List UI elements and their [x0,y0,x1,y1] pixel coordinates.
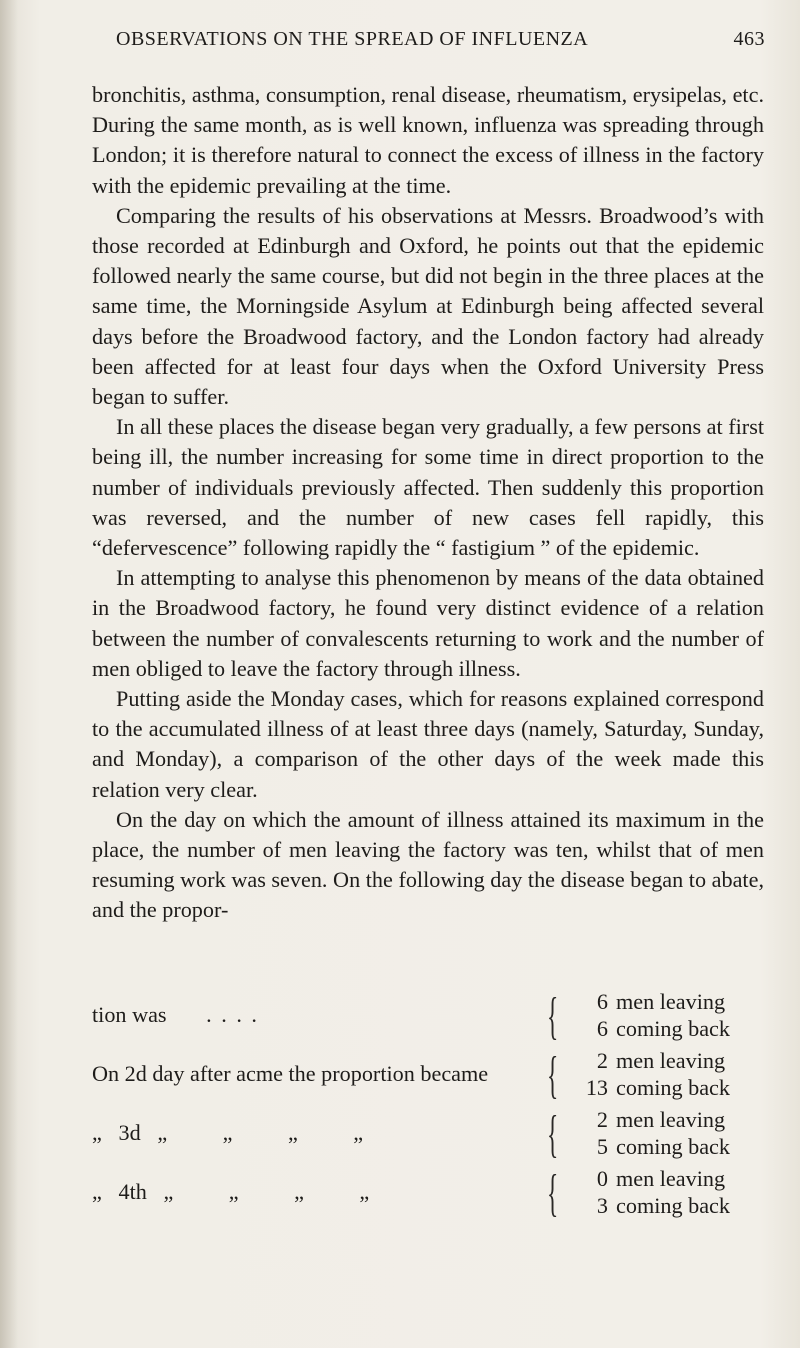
row-label: „ 4th „ „ „ „ [92,1179,370,1204]
leader-dots: . . . . [206,1002,259,1027]
leaving-text: men leaving [616,989,726,1014]
proportion-row [92,1165,772,1224]
proportion-table [92,988,772,1224]
row-label-text: tion was [92,1002,167,1027]
running-title: OBSERVATIONS ON THE SPREAD OF INFLUENZA [116,28,589,50]
paragraph: In all these places the disease began very gradually, a few persons at first being ill, the number increasing for some time in direct proportion to the number of individuals previously affected. Then suddenly this proportion was reversed, and the number of new cases fell rapidly, this “defervescence” following rapidly the “ fastigium ” of the epidemic. [92,414,764,561]
row-values [578,988,730,1042]
paragraph: bronchitis, asthma, consumption, renal disease, rheumatism, erysipelas, etc. During the same month, as is well known, influenza was spreading through London; it is therefore natural to connect the excess of illness in the factory with the epidemic prevailing at the time. [92,82,764,198]
row-values [578,1047,730,1101]
binding-shadow [0,0,18,1348]
paragraph: Comparing the results of his observations at Messrs. Broadwood’s with those recorded at Edinburgh and Oxford, he points out that the epidemic followed nearly the same course, but did not begin in the three places at the same time, the Morningside Asylum at Edinburgh being affected several days before the Broadwood factory, and the London factory had already been affected for at least four days when the Oxford University Press began to suffer. [92,202,764,410]
row-label: On 2d day after acme the proportion became [92,1061,489,1086]
running-header [92,28,765,58]
back-count: 5 [596,1134,608,1159]
proportion-row [92,988,772,1047]
row-values [578,1106,730,1160]
leaving-text: men leaving [616,1048,726,1073]
leaving-count: 2 [596,1107,608,1132]
row-values [578,1165,730,1219]
leaving-text: men leaving [616,1166,726,1191]
brace-icon: { [547,1106,559,1163]
back-text: coming back [616,1193,730,1218]
back-count: 13 [585,1075,608,1100]
back-text: coming back [616,1075,730,1100]
leaving-count: 6 [596,989,608,1014]
paragraph: On the day on which the amount of illness attained its maximum in the place, the number of men leaving the factory was ten, whilst that of men resuming work was seven. On the following day the disease began to abate, and the propor- [92,806,764,923]
row-label: „ 3d „ „ „ „ [92,1120,364,1145]
page-number: 463 [733,28,765,50]
brace-icon: { [547,988,559,1045]
back-count: 3 [596,1193,608,1218]
leaving-text: men leaving [616,1107,726,1132]
paragraph: In attempting to analyse this phenomenon by means of the data obtained in the Broadwood factory, he found very distinct evidence of a relation between the number of convalescents returning to work and the number of men obliged to leave the factory through illness. [92,565,764,681]
leaving-count: 2 [596,1048,608,1073]
brace-icon: { [547,1165,559,1222]
brace-icon: { [547,1047,559,1104]
proportion-row [92,1106,772,1165]
proportion-row [92,1047,772,1106]
row-label [92,1002,259,1028]
back-text: coming back [616,1134,730,1159]
leaving-count: 0 [596,1166,608,1191]
back-text: coming back [616,1016,730,1041]
paragraph: Putting aside the Monday cases, which for reasons explained correspond to the accumulated illness of at least three days (namely, Saturday, Sunday, and Monday), a comparison of the other days of the week made this relation very clear. [92,686,764,802]
body-text [92,80,764,926]
back-count: 6 [596,1016,608,1041]
